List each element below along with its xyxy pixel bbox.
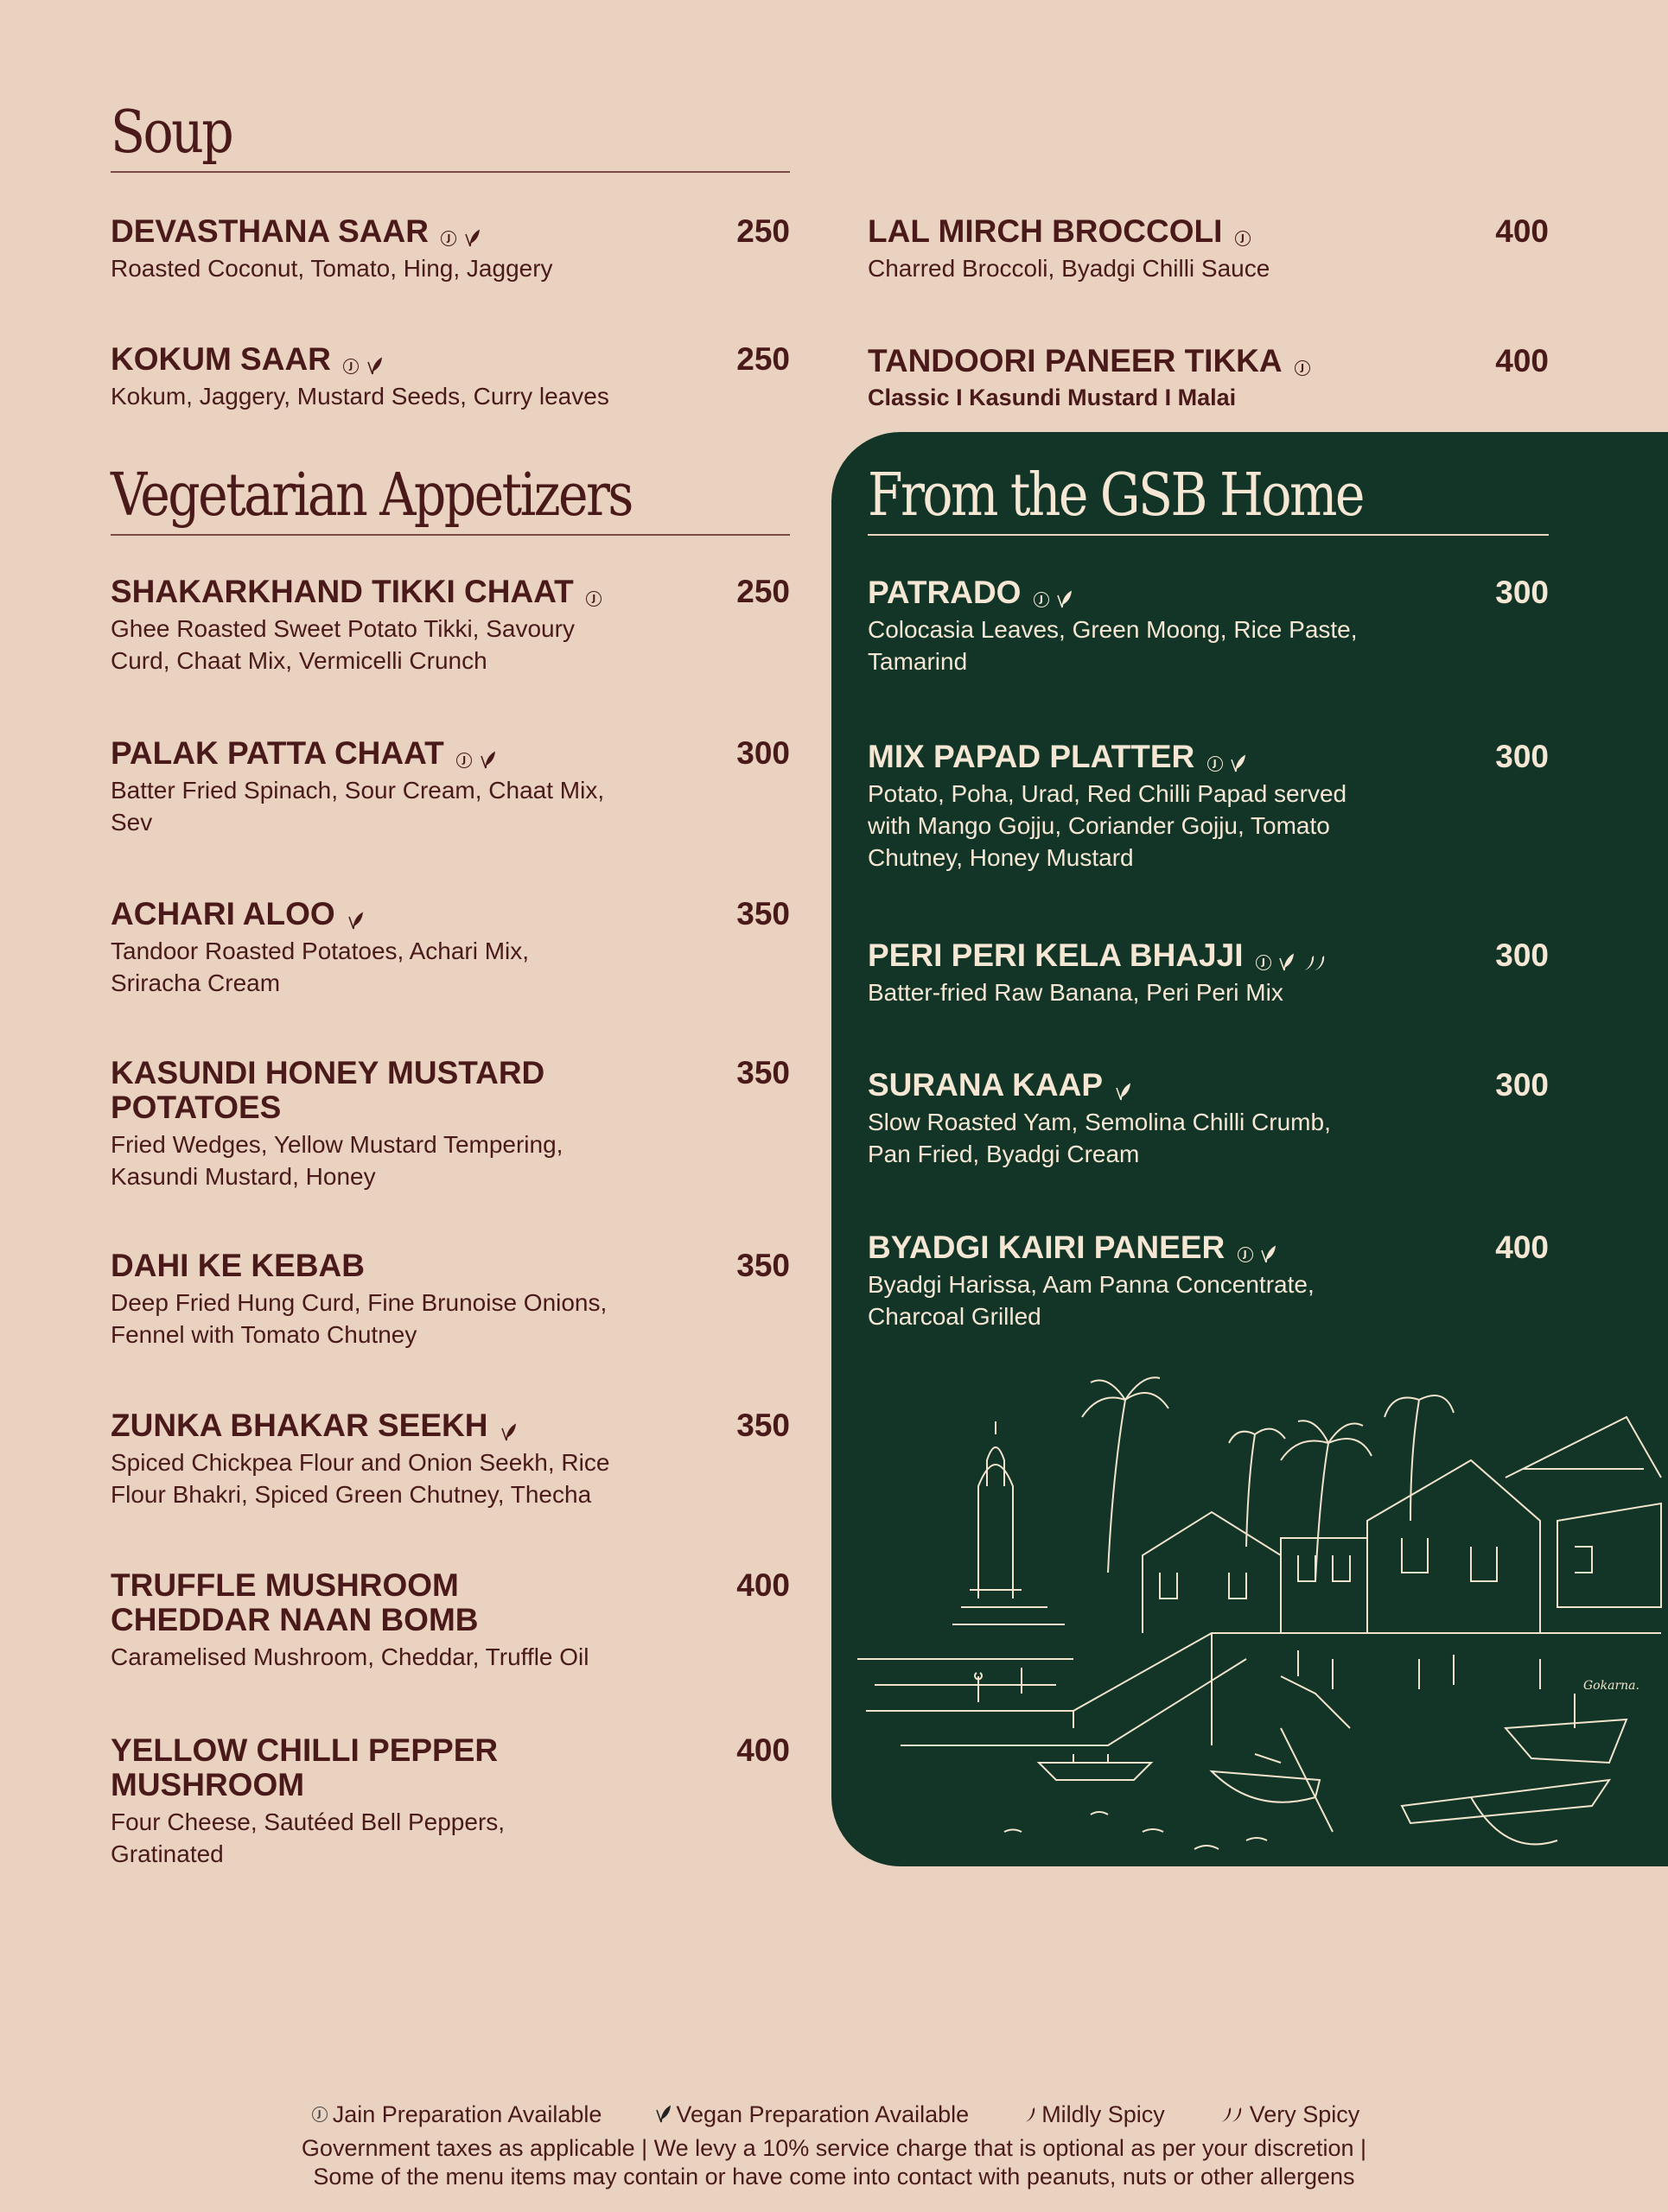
item-price: 300	[736, 735, 790, 771]
jain-icon: J	[1034, 592, 1049, 607]
item-description	[111, 935, 790, 999]
section-divider	[111, 171, 790, 173]
menu-item	[111, 1568, 790, 1673]
menu-item	[111, 1249, 790, 1351]
menu-item	[111, 575, 790, 677]
menu-item	[111, 342, 790, 412]
desc-line: Four Cheese, Sautéed Bell Peppers,	[111, 1808, 506, 1835]
item-name: ZUNKA BHAKAR SEEKH	[111, 1408, 488, 1443]
desc-line: Ghee Roasted Sweet Potato Tikki, Savoury	[111, 615, 575, 642]
vegan-leaf-icon	[347, 912, 363, 931]
desc-line: Slow Roasted Yam, Semolina Chilli Crumb,	[868, 1109, 1331, 1135]
desc-line: Pan Fried, Byadgi Cream	[868, 1141, 1140, 1167]
item-description	[868, 1268, 1549, 1332]
item-description	[111, 774, 790, 838]
item-name: PALAK PATTA CHAAT	[111, 735, 444, 771]
jain-icon: J	[1295, 360, 1310, 376]
item-description	[111, 1128, 790, 1192]
legend-very	[1215, 2100, 1360, 2129]
item-price: 250	[736, 574, 790, 609]
menu-item	[868, 1068, 1549, 1170]
vegan-leaf-icon	[655, 2105, 671, 2124]
jain-icon: J	[1235, 231, 1251, 246]
item-price: 350	[736, 1408, 790, 1443]
name-line: POTATOES	[111, 1090, 282, 1125]
item-description: Kokum, Jaggery, Mustard Seeds, Curry leaves	[111, 383, 609, 410]
gsb-home-panel	[831, 432, 1668, 1866]
item-name: PATRADO	[868, 575, 1022, 610]
item-price: 300	[1495, 739, 1549, 774]
desc-line: Fried Wedges, Yellow Mustard Tempering,	[111, 1131, 563, 1158]
very-spicy-chilli-icon	[1219, 2105, 1245, 2124]
vegan-leaf-icon	[366, 357, 382, 376]
item-description	[111, 613, 790, 677]
menu-item	[111, 736, 790, 838]
desc-line: Tandoor Roasted Potatoes, Achari Mix,	[111, 938, 530, 964]
jain-icon: J	[1238, 1247, 1253, 1262]
desc-line: Charcoal Grilled	[868, 1303, 1041, 1330]
desc-line: Colocasia Leaves, Green Moong, Rice Paste,	[868, 616, 1358, 643]
name-line: TRUFFLE MUSHROOM	[111, 1567, 459, 1603]
desc-line: Chutney, Honey Mustard	[868, 844, 1134, 871]
name-line: MUSHROOM	[111, 1767, 305, 1802]
gsb-home-section	[868, 461, 1549, 1330]
vegan-leaf-icon	[1278, 953, 1294, 972]
item-description	[111, 1806, 790, 1870]
section-title-soup: Soup	[111, 99, 232, 167]
item-price: 250	[736, 341, 790, 377]
section-divider	[111, 534, 790, 536]
vegan-leaf-icon	[480, 751, 495, 770]
item-price: 300	[1495, 575, 1549, 610]
legend-mild	[1019, 2100, 1165, 2129]
desc-line: Caramelised Mushroom, Cheddar, Truffle Oil	[111, 1643, 589, 1670]
desc-line: with Mango Gojju, Coriander Gojju, Tomato	[868, 812, 1330, 839]
desc-line: Fennel with Tomato Chutney	[111, 1321, 417, 1348]
desc-line: Gratinated	[111, 1840, 224, 1867]
desc-line: Batter-fried Raw Banana, Peri Peri Mix	[868, 979, 1283, 1006]
vegan-leaf-icon	[500, 1423, 516, 1442]
desc-line: Sev	[111, 809, 153, 836]
menu-item	[111, 1056, 790, 1192]
vegan-leaf-icon	[1056, 590, 1072, 609]
item-name: KOKUM SAAR	[111, 341, 331, 377]
section-title-veg-appetizers: Vegetarian Appetizers	[111, 461, 632, 530]
vegetarian-appetizers-section	[111, 461, 790, 1867]
menu-item	[111, 1408, 790, 1510]
item-name: TANDOORI PANEER TIKKA	[868, 343, 1283, 378]
jain-icon: J	[586, 591, 602, 607]
desc-line: Spiced Chickpea Flour and Onion Seekh, Rice	[111, 1449, 610, 1476]
item-name: DAHI KE KEBAB	[111, 1248, 365, 1283]
item-description	[111, 1446, 790, 1510]
menu-item	[868, 740, 1549, 874]
menu-item	[868, 214, 1549, 284]
soup-section	[111, 99, 790, 410]
desc-line: Curd, Chaat Mix, Vermicelli Crunch	[111, 647, 487, 674]
name-line: KASUNDI HONEY MUSTARD	[111, 1055, 545, 1090]
name-line: CHEDDAR NAAN BOMB	[111, 1602, 479, 1637]
jain-icon: J	[343, 359, 359, 374]
jain-icon: J	[456, 753, 472, 768]
mild-chilli-icon	[1022, 2105, 1036, 2124]
legend-label: Jain Preparation Available	[332, 2101, 602, 2127]
desc-line: Sriracha Cream	[111, 969, 281, 996]
illustration-caption: Gokarna.	[1583, 1679, 1639, 1693]
item-name: DEVASTHANA SAAR	[111, 213, 429, 249]
item-description	[868, 1106, 1549, 1170]
desc-line: Potato, Poha, Urad, Red Chilli Papad served	[868, 780, 1347, 807]
item-name: LAL MIRCH BROCCOLI	[868, 213, 1223, 249]
item-description: Charred Broccoli, Byadgi Chilli Sauce	[868, 255, 1270, 282]
item-description	[868, 778, 1549, 874]
item-price: 400	[736, 1567, 790, 1603]
allergen-notice: Some of the menu items may contain or have come into contact with peanuts, nuts or other allergens	[313, 2164, 1355, 2190]
jain-icon: J	[441, 231, 456, 246]
very-spicy-chilli-icon	[1302, 953, 1327, 972]
item-price: 350	[736, 896, 790, 931]
item-price: 400	[1495, 213, 1549, 249]
desc-line: Tamarind	[868, 648, 968, 675]
item-price: 350	[736, 1055, 790, 1090]
section-divider	[868, 534, 1549, 536]
legend-label: Very Spicy	[1249, 2101, 1360, 2127]
menu-item	[868, 344, 1549, 414]
section-title-gsb-home: From the GSB Home	[868, 461, 1363, 530]
desc-line: Deep Fried Hung Curd, Fine Brunoise Onions,	[111, 1289, 608, 1316]
menu-item	[111, 214, 790, 284]
jain-icon: J	[1256, 955, 1271, 970]
menu-item	[868, 938, 1549, 1008]
gokarna-sketch-illustration	[849, 1348, 1668, 1866]
item-price: 400	[1495, 343, 1549, 378]
menu-item	[868, 1230, 1549, 1332]
item-name: SURANA KAAP	[868, 1067, 1104, 1103]
name-line: YELLOW CHILLI PEPPER	[111, 1732, 499, 1768]
desc-line: Byadgi Harissa, Aam Panna Concentrate,	[868, 1271, 1315, 1298]
menu-item	[868, 575, 1549, 677]
item-price: 400	[1495, 1230, 1549, 1265]
legend-label: Mildly Spicy	[1041, 2101, 1165, 2127]
item-name: PERI PERI KELA BHAJJI	[868, 938, 1244, 973]
item-name	[111, 1733, 498, 1802]
item-description	[111, 1287, 790, 1351]
vegan-leaf-icon	[1230, 754, 1245, 773]
vegan-leaf-icon	[1115, 1083, 1130, 1102]
jain-icon: J	[1207, 756, 1223, 772]
item-name	[111, 1568, 478, 1637]
item-description: Classic I Kasundi Mustard I Malai	[868, 385, 1237, 410]
vegan-leaf-icon	[1260, 1245, 1276, 1264]
item-price: 400	[736, 1732, 790, 1768]
item-price: 350	[736, 1248, 790, 1283]
item-description	[868, 613, 1549, 677]
vegan-leaf-icon	[464, 229, 480, 248]
tax-notice: Government taxes as applicable | We levy a 10% service charge that is optional as per your discretion |	[301, 2135, 1367, 2161]
footer	[0, 2100, 1668, 2191]
item-description	[111, 1641, 790, 1673]
item-name: BYADGI KAIRI PANEER	[868, 1230, 1226, 1265]
item-name: MIX PAPAD PLATTER	[868, 739, 1195, 774]
item-description: Roasted Coconut, Tomato, Hing, Jaggery	[111, 255, 553, 282]
item-price: 300	[1495, 1067, 1549, 1103]
item-price: 300	[1495, 938, 1549, 973]
desc-line: Batter Fried Spinach, Sour Cream, Chaat Mix,	[111, 777, 605, 804]
menu-item	[111, 1733, 790, 1870]
desc-line: Kasundi Mustard, Honey	[111, 1163, 376, 1190]
item-description	[868, 976, 1549, 1008]
item-name: SHAKARKHAND TIKKI CHAAT	[111, 574, 574, 609]
legend-label: Vegan Preparation Available	[676, 2101, 970, 2127]
legend-vegan	[652, 2100, 969, 2129]
legend-jain	[309, 2100, 602, 2129]
menu-item	[111, 897, 790, 999]
item-name: ACHARI ALOO	[111, 896, 335, 931]
desc-line: Flour Bhakri, Spiced Green Chutney, Thecha	[111, 1481, 592, 1508]
dietary-legend	[0, 2100, 1668, 2129]
jain-icon: J	[312, 2107, 328, 2122]
item-name	[111, 1056, 544, 1125]
item-price: 250	[736, 213, 790, 249]
